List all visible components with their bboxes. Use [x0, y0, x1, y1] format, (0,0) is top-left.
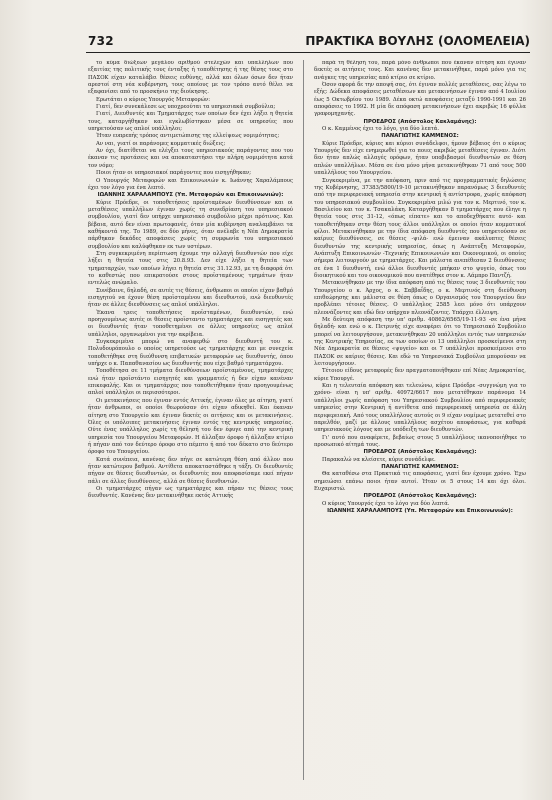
paragraph: Παρακαλώ να κλείσετε, κύριε συνάδελφε.: [322, 456, 436, 463]
paragraph: παρά τη θέλησή του, παρά μόνο άνθρωποι που έκαναν αίτηση και έγιναν δεκτές οι αιτήσεις τους. Και κανένας δεν μετακινήθηκε, παρά μόνο για τις ανάγκες της υπηρεσίας από κτίριο σε κτίριο.: [314, 60, 526, 81]
paragraph: Τοποθέτησα σε 11 τμήματα διευθύνσεων προϊσταμένους, τμηματάρχες ενώ ήταν προϊστάντο εισηγητές και γραμματείς ή δεν είχαν κανέναν επικεφαλής. Και οι τμηματάρχες που τοποθετήθηκαν ήταν προηγουμένως απλοί υπάλληλοι οι περισσότεροι.: [88, 368, 293, 397]
paragraph: Έκανα τρεις τοποθετήσεις προϊσταμένων, διευθυντών, ενώ προηγουμένως αυτές οι θέσεις προϊσταντο τμηματάρχες και εισηγητές και οι διευθυντές ήταν τοποθετημένοι σε άλλες υπηρεσίες ως απλοί υπάλληλοι, οργανωμένοι για την ακρίβεια.: [88, 309, 293, 338]
paragraph: Κατά συνέπεια, κανένας δεν πήγε σε κατώτερη θέση από άλλον που ήταν κατώτερου βαθμού. Αντίθετα αποκαταστάθηκε η τάξη. Οι διευθυντές πήγαν σε θέσεις διευθυντών, οι διευθυντές που αποφασίσαμε εκεί πήγαν πάλι σε άλλες διευθύνσεις, αλλά σε θέσεις διευθυντών.: [88, 456, 293, 485]
paragraph: Οι μετακινήσεις που έγιναν εντός Αττικής, έγιναν όλες με αίτηση, γιατί ήταν άνθρωποι, οι οποίοι θεωρούσαν ότι είχαν αδικηθεί. Και έκαναν αίτηση στο Υπουργείο και έγιναν δεκτές οι αιτήσεις και οι μετακινήσεις. Όλες οι υπόλοιπες μετακινήσεις έγιναν εντός της κεντρικής υπηρεσίας. Ούτε ένας υπάλληλος χωρίς τη θέλησή του δεν έφυγε από την κεντρική υπηρεσία του Υπουργείου Μεταφορών. Η άλλαξαν όροφο ή άλλαξαν κτίριο ή πήγαν από τον δεύτερο όροφο στο πέμπτο ή από τον δέκατο στο δεύτερο όροφο του Υπουργείου.: [88, 397, 293, 456]
paragraph: Γι' αυτό που αναφέρετε, βεβαίως στους 5 υπαλλήλους ικανοποιήθηκε το προσωπικό αίτημά τους.: [314, 434, 526, 448]
paragraph: Ποιοι ήταν οι υπηρεσιακοί παράγοντες που εισηγήθηκαν;: [96, 170, 252, 177]
paragraph: Ο Υπουργός Μεταφορών και Επικοινωνιών κ. Ιωάννης Χαραλάμπους έχει τον λόγο για ένα λεπτό.: [88, 177, 293, 191]
column-divider: [303, 60, 304, 780]
paragraph: Ο κύριος Υπουργός έχει το λόγο για δύο λεπτά.: [322, 500, 450, 507]
page-number: 732: [88, 34, 114, 48]
left-column: [88, 60, 293, 790]
paragraph: Ήταν ευπρεπής τρόπος αντιμετώπισης της ελλείψεως νομιμότητας;: [96, 133, 280, 140]
speaker-name: ΠΡΟΕΔΡΟΣ (Απόστολος Κακλαμάνης):: [363, 493, 477, 500]
speaker-name: ΙΩΑΝΝΗΣ ΧΑΡΑΛΑΜΠΟΥΣ (Υπ. Μεταφορών και Επικοινωνιών):: [327, 507, 513, 514]
paragraph: Μετακινήθηκαν με την ίδια απόφαση από τις θέσεις τους 3 διευθυντές του Υπουργείου ο κ. Άρχος, ο κ. Σαββαΐδης, ο κ. Μερτινός στη διεύθυνση επιθεώρησης και μάλιστα σε θέση όπως ο Οργανισμός του Υπουργείου δεν προβλέπει τέτοιες θέσεις. Ο υπάλληλος 2585 λεει μόνο ότι υπάρχουν πλεονάζοντες και εδώ δεν υπήρχαν πλεονάζοντες. Υπάρχει έλλειψη.: [314, 280, 526, 316]
paragraph: Θα καταθέσω στα Πρακτικά τις αποφάσεις, γιατί δεν έχουμε χρόνο. Έχω σημειώσει επάνω ποιοι ήταν αυτοί. Ήταν οι 5 στους 14 και όχι όλοι. Ευχαριστώ.: [314, 471, 526, 492]
speaker-name: ΠΑΝΑΓΙΩΤΗΣ ΚΑΜΜΕΝΟΣ:: [381, 463, 459, 470]
right-column: [314, 60, 526, 790]
speaker-name: ΠΡΟΕΔΡΟΣ (Απόστολος Κακλαμάνης):: [363, 449, 477, 456]
paragraph: Όσον αφορά δε την αποψή σας, ότι έγιναν πολλές μεταθέσεις, σας λέγω το εξής: Δώδεκα αποφάσεις μεταθέσεων και μετακινήσεων έγιναν από 4 Ιουλίου έως 5 Οκτωβρίου του 1989. Δέκα οκτώ αποφάσεις μεταξύ 1990-1991 και 26 αποφάσεις το 1992. Η μία δε απόφαση μετακινήσεων έχει ακριβώς 16 φύλλα γραφομηχανής.: [314, 82, 526, 118]
speaker-name: ΙΩΑΝΝΗΣ ΧΑΡΑΛΑΜΠΟΥΣ (Υπ. Μεταφορών και Επικοινωνιών):: [97, 192, 284, 199]
paragraph: Κύριε Πρόεδρε, κύριες και κύριοι συνάδελφοι, ήμουν βέβαιος ότι ο κύριος Υπουργός δεν είχε ενημερωθεί για το ποιες ακριβώς μεταθέσεις έγιναν. Διότι δεν ήταν απλώς αλλαγές ορόφων, ήταν υποβιβασμοί διευθυντών σε θέση απλών υπαλλήλων. Μέσα σε ένα μόνο μήνα μετακινήθηκαν 71 από τους 500 υπαλλήλους του Υπουργείου.: [314, 140, 526, 177]
paragraph: Αν ναι, γιατί οι παράνομες κομματικές διώξεις;: [96, 140, 226, 147]
paragraph: Αν όχι, διατίθεται να ελέγξει τους υπηρεσιακούς παράγοντες που του έκαναν τις προτάσεις και να αποκαταστήσει την πλήρη νομιμότητα κατά τον νόμο;: [88, 148, 293, 169]
paragraph: Κύριε Πρόεδρε, οι τοποθετήσεις προϊσταμένων διευθύνσεων και οι μεταθέσεις υπαλλήλων έγιναν χωρίς τη συνεδρίαση του υπηρεσιακού συμβουλίου, γιατί δεν υπήρχε υπηρεσιακό συμβούλιο μέχρι πρότινος. Και βέβαια, αυτό δεν είναι πρωτοφανές, όταν μία κυβέρνηση αναλαμβάνει τα καθήκοντά της. Το 1989, σε δύο μήνες, όταν ανέλαβε η Νέα Δημοκρατία πάρθηκαν δεκάδες αποφάσεις χωρίς τη συμφωνία του υπηρεσιακού συμβουλίου και καλύφθηκαν εκ των υστέρων.: [88, 199, 293, 250]
speaker-name: ΠΑΝΑΓΙΩΤΗΣ ΚΑΜΜΕΝΟΣ:: [381, 133, 459, 140]
paragraph: το κύμα διώξεων μεγάλου αριθμού στελεχών και υπαλλήλων που εξαιτίας της πολιτικής τους ένταξης ή τοποθέτησης ή της θέσης τους στο ΠΑΣΟΚ είχαν καταλάβει θέσεις ευθύνης, αλλά και όλων όσων δεν ήταν αρεστοί στη νέα κυβέρνηση, τους οποίους με τον τρόπο αυτό θέλει να εξαφανίσει από το προσκήνιο της διοίκησης.: [88, 60, 293, 96]
paragraph: Συνέβαινε, δηλαδή, σε αυτές τις θέσεις, άνθρωποι οι οποίοι είχαν βαθμό εισηγητού να έχουν θέση προϊσταμένου και διευθυντού, ενώ διευθυντές ήταν σε άλλες διευθύνσεις ως απλοί υπάλληλοι.: [88, 287, 293, 309]
paragraph: Στη συγκεκριμένη περίπτωση έχουμε την αλλαγή διευθυντών που είχε λήξει η θητεία τους στις 20.8.93. Δεν είχε λήξει η θητεία των τμηματαρχών, των οποίων λήγει η θητεία στις 31.12.93, με τη διαφορά ότι το καθεστώς που επικρατούσε στους προϊσταμένους τμημάτων ήταν εντελώς ανώμαλο.: [88, 250, 293, 287]
paragraph: Με δεύτερη απόφαση την υπ' αριθμ. 40862/6565/19-11-93 -σε ένα μήνα δηλαδή- και ενώ ο κ. Πετρινής είχε αναφέρει ότι το Υπηρεσιακό Συμβούλιο μπορεί να λειτουργήσουν, μετακινήθηκαν 20 υπάλληλοι εντός των υπηρεσιών της Κεντρικής Υπηρεσίας, εκ των οποίων οι 13 υπάλληλοι προσκείμενοι στη Νέα Δημοκρατία σε θέσεις «ψυγείο» και οι 7 υπάλληλοι προσκείμενοι στο ΠΑΣΟΚ σε καίριες θέσεις. Και εδώ τα Υπηρεσιακά Συμβούλια μπορούσαν να λειτουργήσουν.: [314, 317, 526, 368]
running-head: ΠΡΑΚΤΙΚΑ ΒΟΥΛΗΣ (ΟΛΟΜΕΛΕΙΑ): [305, 34, 530, 48]
paragraph: Οι τμηματάρχες πήγαν ως τμηματάρχες και πήραν τις θέσεις τους διευθυντές. Κανένας δεν μετακινήθηκε εκτός Αττικής: [88, 485, 293, 500]
paragraph: Γιατί, δεν συνεκάλεσε ως υποχρεούται τα υπηρεσιακά συμβούλια;: [96, 104, 276, 111]
paragraph: Γιατί, Διευθυντές και Τμηματάρχες των οποίων δεν έχει λήξει η θητεία τους, καταργήθηκαν και εγκλωβίστηκαν μέσα σε υπηρεσίες που υπηρετούσαν ως απλοί υπάλληλοι;: [88, 111, 293, 133]
paragraph: Συγκεκριμένα μπορώ να αναφερθώ στο διευθυντή του κ. Πολυδουρόπουλο ο οποίος υπηρετούσε ως τμηματάρχης και με συνεχεία τοποθετήθηκε στη διεύθυνση επιβατικών μεταφορών ως διευθυντής, όπου υπήρχε ο κ. Παπαθανασίου ως διευθυντής που είχε βαθμό τμηματάρχου.: [88, 339, 293, 368]
header-rule: [86, 52, 530, 53]
paragraph: Ο κ. Καμμένος έχει το λόγο, για δύο λεπτά.: [322, 126, 440, 133]
paragraph: Ερωτάται ο κύριος Υπουργός Μεταφορών:: [96, 96, 211, 103]
paragraph: Τέτοιου είδους μεταφορές δεν πραγματοποιήθηκαν επί Νέας Δημοκρατίας, κύριε Υπουργέ.: [314, 368, 526, 382]
speaker-name: ΠΡΟΕΔΡΟΣ (Απόστολος Κακλαμάνης):: [363, 118, 477, 125]
paragraph: Και η τελευταία απόφαση και τελειώνω, κύριε Πρόεδρε -συγγνώμη για το χρόνο- είναι η υπ' αριθμ. 40972/6617 που μετατέθηκαν παράνομα 14 υπάλληλοι χωρίς απόφαση του Υπηρεσιακού Συμβουλίου από περιφερειακές υπηρεσίες στην Κεντρική ή αντίθετα από περιφερειακή υπηρεσία σε άλλη περιφερειακή. Από τους υπαλλήλους αυτούς οι 9 είχαν νομίμως μετατεθεί στο παρελθόν, μαζί με άλλους υπαλλήλους ασχέτου αποφάσεως, για καθαρά υπηρεσιακούς λόγους και με υπόδειξη των διευθυντών.: [314, 383, 526, 434]
paragraph: Συγκεκριμένα, με την απόφαση, πριν από τις προγραμματικές δηλώσεις της Κυβέρνησης, 37383/5800/19-10 μετακινήθηκαν παρανόμως 3 διευθυντές από την περιφερειακή υπηρεσία στην κεντρική ή αντίστροφα, χωρίς απόφαση του υπηρεσιακού συμβουλίου. Συγκεκριμένα μιλώ για τον κ. Μερτινό, τον κ. Βασιλείου και τον κ. Τσακαλάκη. Καταργήθηκαν 8 τμηματάρχες που έληγε η θητεία τους στις 31-12, «όπως είπατε» και το αποδεχθήκατε αυτό· και τοποθετήθηκαν στην θέση τους άλλοι υπάλληλοι οι οποίοι ήταν κομματικοί φίλοι. Μετακινήθηκαν με την ίδια απόφαση διευθυντές που υπηρετούσαν σε καίριες διευθύνσεις, σε θέσεις -ψιλά- ενώ έμειναν ακάλυπτες θέσεις διευθυντών της κεντρικής υπηρεσίας, όπως η Ανάπτυξη Μεταφορών, Ανάπτυξη Επικοινωνιών -Τεχνικής Επικοινωνιών και Οικονομικού, οι οποίες σήμερα λειτουργούν με τμηματάρχες. Και μάλιστα ανεπέθεσαν 2 διευθύνσεις σε ένα 1 διευθυντή, ενώ άλλοι διευθυντές μπήκαν στο ψυγείο, όπως του διοικητικού και του οικονομικού που ανατέθηκε στον κ. Λάμπρο Παντζή.: [314, 177, 526, 279]
